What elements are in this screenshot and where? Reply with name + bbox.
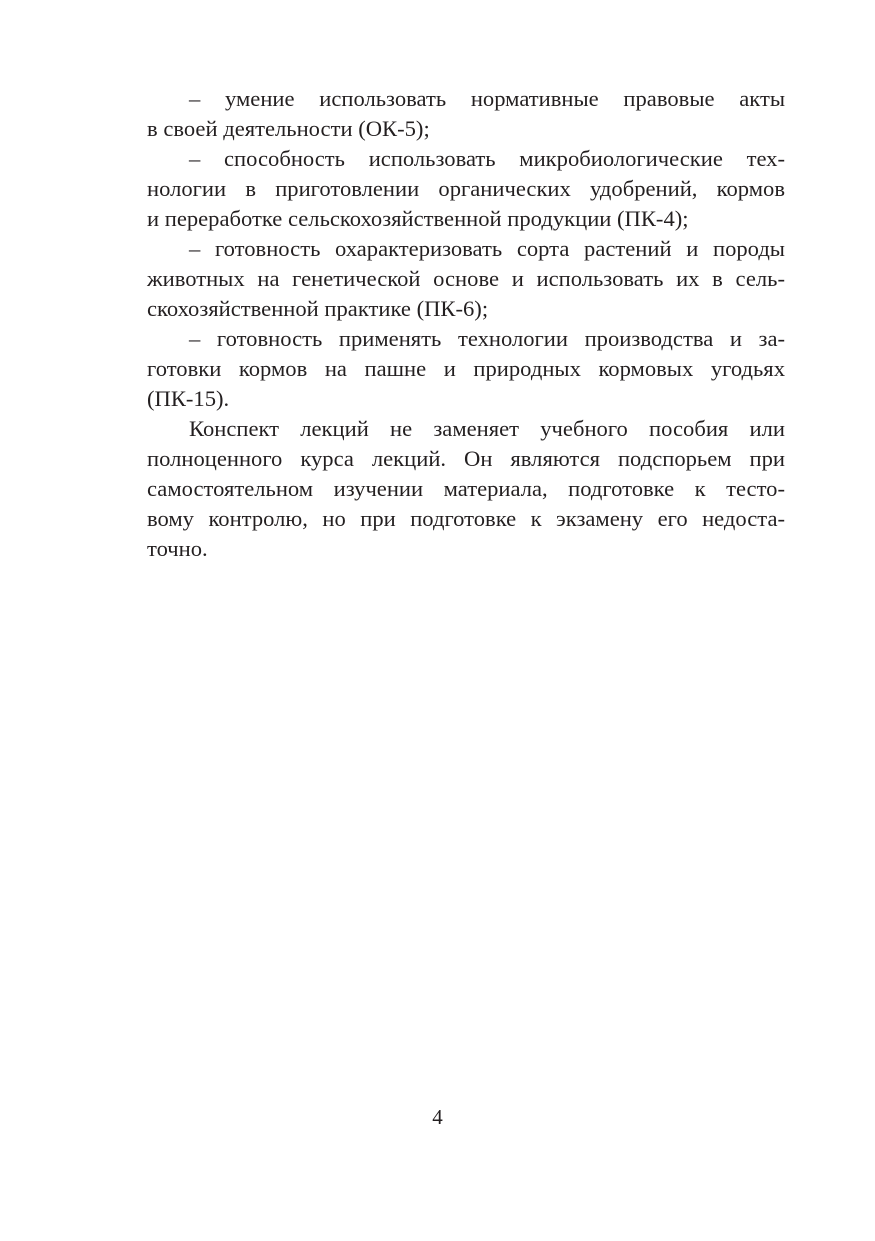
paragraph-competency-pk-15 [147,324,785,414]
text-line: и переработке сельскохозяйственной продукции (ПК-4); [147,206,689,231]
page-number: 4 [432,1105,443,1129]
text-line: – умение использовать нормативные правовые акты [189,86,785,111]
text-line: скохозяйственной практике (ПК-6); [147,296,489,321]
text-line: полноценного курса лекций. Он являются подспорьем при [147,446,785,471]
text-line: точно. [147,536,208,561]
text-line: – готовность применять технологии производства и за- [189,326,785,351]
text-line: готовки кормов на пашне и природных кормовых угодьях [147,356,785,381]
text-line: – готовность охарактеризовать сорта растений и породы [189,236,785,261]
paragraph-competency-pk-6 [147,234,785,324]
document-body [147,84,785,564]
text-line: – способность использовать микробиологические тех- [189,146,785,171]
paragraph-competency-ok-5 [147,84,785,144]
text-line: животных на генетической основе и использовать их в сель- [147,266,785,291]
paragraph-competency-pk-4 [147,144,785,234]
paragraph-summary-note [147,414,785,564]
text-line: в своей деятельности (ОК-5); [147,116,430,141]
text-line: вому контролю, но при подготовке к экзамену его недоста- [147,506,785,531]
text-line: нологии в приготовлении органических удобрений, кормов [147,176,785,201]
text-line: Конспект лекций не заменяет учебного пособия или [189,416,785,441]
text-line: (ПК-15). [147,386,230,411]
text-line: самостоятельном изучении материала, подготовке к тесто- [147,476,785,501]
